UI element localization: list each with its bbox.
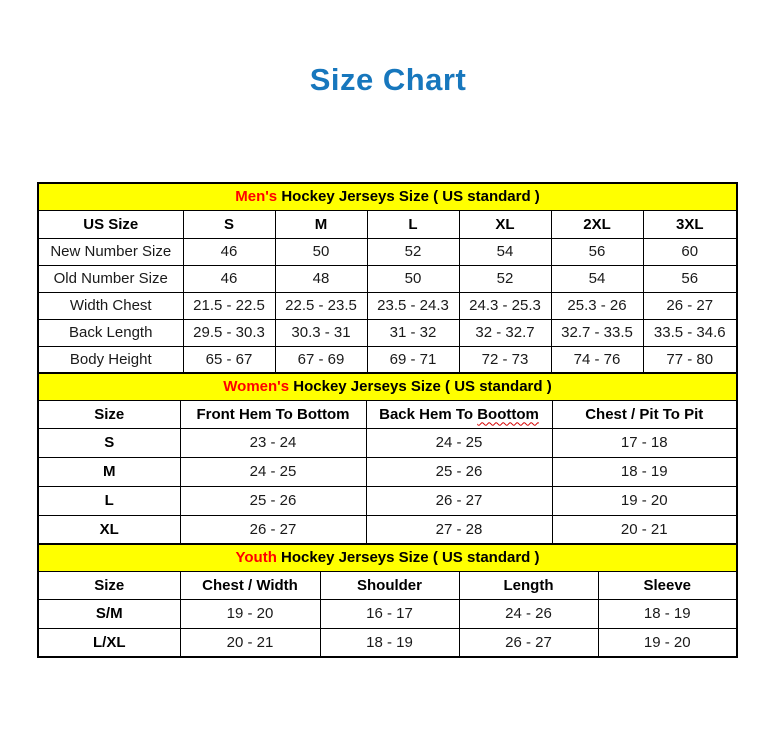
mens-column-header: 3XL xyxy=(643,210,737,238)
page-title: Size Chart xyxy=(309,62,467,97)
youth-banner-category: Youth xyxy=(235,549,277,567)
size-value: 74 - 76 xyxy=(551,346,643,373)
row-label: Body Height xyxy=(38,346,183,373)
mens-size-table xyxy=(37,182,738,374)
size-value: 18 - 19 xyxy=(598,599,737,628)
size-value: 24 - 25 xyxy=(366,428,552,457)
size-value: 22.5 - 23.5 xyxy=(275,292,367,319)
size-value: 30.3 - 31 xyxy=(275,319,367,346)
youth-column-header: Shoulder xyxy=(320,571,459,599)
womens-banner-text: Hockey Jerseys Size ( US standard ) xyxy=(289,378,552,396)
size-value: 19 - 20 xyxy=(552,486,737,515)
size-value: 19 - 20 xyxy=(598,628,737,657)
size-value: 46 xyxy=(183,265,275,292)
size-value: 65 - 67 xyxy=(183,346,275,373)
size-value: 24 - 25 xyxy=(180,457,366,486)
mens-banner-category: Men's xyxy=(235,188,278,206)
misspelled-word: Boottom xyxy=(477,405,539,423)
size-value: 50 xyxy=(367,265,459,292)
mens-banner-text: Hockey Jerseys Size ( US standard ) xyxy=(277,188,540,206)
size-value: 52 xyxy=(367,238,459,265)
size-value: 52 xyxy=(459,265,551,292)
size-value: 25.3 - 26 xyxy=(551,292,643,319)
size-value: 69 - 71 xyxy=(367,346,459,373)
size-value: 20 - 21 xyxy=(180,628,320,657)
mens-table-row xyxy=(38,265,737,292)
size-value: 60 xyxy=(643,238,737,265)
row-label: M xyxy=(38,457,180,486)
youth-banner-text: Hockey Jerseys Size ( US standard ) xyxy=(276,549,540,567)
youth-banner-row xyxy=(38,544,737,571)
mens-column-header: S xyxy=(183,210,275,238)
size-value: 16 - 17 xyxy=(320,599,459,628)
mens-table-row xyxy=(38,319,737,346)
size-value: 26 - 27 xyxy=(366,486,552,515)
row-label: S/M xyxy=(38,599,180,628)
row-label: L/XL xyxy=(38,628,180,657)
size-value: 32.7 - 33.5 xyxy=(551,319,643,346)
size-value: 67 - 69 xyxy=(275,346,367,373)
size-value: 27 - 28 xyxy=(366,515,552,544)
size-value: 18 - 19 xyxy=(552,457,737,486)
size-tables-container xyxy=(37,182,736,658)
size-value: 46 xyxy=(183,238,275,265)
size-value: 25 - 26 xyxy=(366,457,552,486)
youth-column-header: Sleeve xyxy=(598,571,737,599)
womens-column-header: Chest / Pit To Pit xyxy=(552,400,737,428)
size-value: 25 - 26 xyxy=(180,486,366,515)
row-label: Back Length xyxy=(38,319,183,346)
youth-banner xyxy=(38,544,737,571)
size-value: 31 - 32 xyxy=(367,319,459,346)
size-value: 54 xyxy=(551,265,643,292)
size-value: 20 - 21 xyxy=(552,515,737,544)
row-label: New Number Size xyxy=(38,238,183,265)
mens-column-header: L xyxy=(367,210,459,238)
size-value: 56 xyxy=(551,238,643,265)
womens-size-table xyxy=(37,372,738,545)
row-label: L xyxy=(38,486,180,515)
size-value: 32 - 32.7 xyxy=(459,319,551,346)
size-value: 77 - 80 xyxy=(643,346,737,373)
womens-banner xyxy=(38,373,737,400)
youth-size-table xyxy=(37,543,738,658)
size-value: 24 - 26 xyxy=(459,599,598,628)
mens-header-row xyxy=(38,210,737,238)
size-value: 48 xyxy=(275,265,367,292)
womens-banner-row xyxy=(38,373,737,400)
womens-banner-category: Women's xyxy=(223,378,290,396)
row-label: Old Number Size xyxy=(38,265,183,292)
mens-column-header: 2XL xyxy=(551,210,643,238)
mens-column-header: US Size xyxy=(38,210,183,238)
size-value: 26 - 27 xyxy=(180,515,366,544)
mens-banner-row xyxy=(38,183,737,210)
womens-table-row xyxy=(38,486,737,515)
mens-column-header: XL xyxy=(459,210,551,238)
mens-column-header: M xyxy=(275,210,367,238)
size-value: 26 - 27 xyxy=(643,292,737,319)
size-value: 21.5 - 22.5 xyxy=(183,292,275,319)
size-value: 26 - 27 xyxy=(459,628,598,657)
size-value: 23 - 24 xyxy=(180,428,366,457)
womens-table-row xyxy=(38,515,737,544)
size-value: 33.5 - 34.6 xyxy=(643,319,737,346)
size-value: 18 - 19 xyxy=(320,628,459,657)
mens-table-row xyxy=(38,346,737,373)
womens-column-header: Size xyxy=(38,400,180,428)
size-value: 29.5 - 30.3 xyxy=(183,319,275,346)
size-value: 50 xyxy=(275,238,367,265)
womens-header-row xyxy=(38,400,737,428)
womens-column-header: Front Hem To Bottom xyxy=(180,400,366,428)
youth-table-row xyxy=(38,628,737,657)
row-label: XL xyxy=(38,515,180,544)
womens-column-header: Back Hem To Boottom xyxy=(366,400,552,428)
size-value: 72 - 73 xyxy=(459,346,551,373)
size-value: 23.5 - 24.3 xyxy=(367,292,459,319)
mens-table-row xyxy=(38,238,737,265)
womens-table-row xyxy=(38,428,737,457)
youth-header-row xyxy=(38,571,737,599)
row-label: S xyxy=(38,428,180,457)
youth-column-header: Chest / Width xyxy=(180,571,320,599)
mens-banner xyxy=(38,183,737,210)
size-value: 17 - 18 xyxy=(552,428,737,457)
mens-table-row xyxy=(38,292,737,319)
row-label: Width Chest xyxy=(38,292,183,319)
size-value: 56 xyxy=(643,265,737,292)
size-value: 24.3 - 25.3 xyxy=(459,292,551,319)
size-value: 19 - 20 xyxy=(180,599,320,628)
womens-table-row xyxy=(38,457,737,486)
youth-column-header: Length xyxy=(459,571,598,599)
size-value: 54 xyxy=(459,238,551,265)
youth-column-header: Size xyxy=(38,571,180,599)
youth-table-row xyxy=(38,599,737,628)
